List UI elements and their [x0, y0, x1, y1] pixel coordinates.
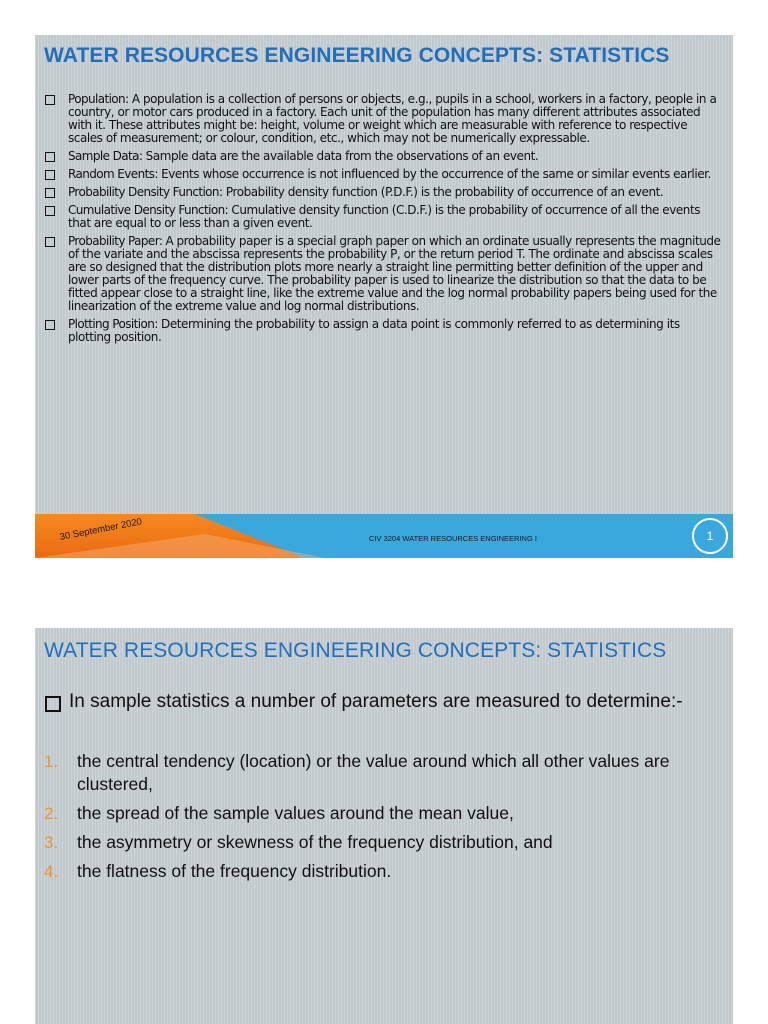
term-label: Plotting Position:	[68, 317, 158, 331]
definition-text: Sample data are the available data from the observations of an event.	[142, 149, 539, 163]
checkbox-bullet-icon	[45, 152, 55, 162]
page-number-badge: 1	[692, 518, 728, 554]
term-label: Probability Density Function	[68, 185, 219, 199]
list-item	[43, 318, 723, 344]
definition-text: A population is a collection of persons or objects, e.g., pupils in a school, workers in a factory, people in a country, or motor cars produced in a factory. Each unit of the population has many different attributes associated with it. These attributes might be: height, volume or weight which are measurable with reference to respective scales of measurement; or colour, condition, etc., which may not be numerically expressable.	[68, 92, 717, 145]
checkbox-bullet-icon	[45, 696, 61, 712]
checkbox-bullet-icon	[45, 170, 55, 180]
footer-date: 30 September 2020	[58, 516, 143, 543]
checkbox-bullet-icon	[45, 206, 55, 216]
list-item	[43, 150, 723, 163]
item-text: the flatness of the frequency distribution.	[77, 861, 392, 881]
list-item	[43, 802, 693, 825]
slide-2	[35, 628, 733, 1024]
list-item	[43, 235, 723, 313]
list-item	[43, 204, 723, 230]
intro-bullet	[43, 690, 703, 714]
term-label: Population:	[68, 92, 129, 106]
checkbox-bullet-icon	[45, 188, 55, 198]
checkbox-bullet-icon	[45, 320, 55, 330]
item-number: 3.	[44, 833, 59, 852]
list-item	[43, 186, 723, 199]
item-number: 4.	[44, 862, 59, 881]
checkbox-bullet-icon	[45, 95, 55, 105]
definition-text: : Probability density function (P.D.F.) is the probability of occurrence of an event.	[218, 185, 664, 199]
item-number: 2.	[44, 804, 59, 823]
slide-1	[35, 35, 733, 558]
definition-text: Determining the probability to assign a data point is commonly referred to as determining its plotting position.	[68, 317, 680, 344]
list-item	[43, 750, 693, 796]
term-label: Cumulative Density Function:	[68, 203, 229, 217]
definition-text: probability paper is a special graph paper on which an ordinate usually represents the magnitude of the variate and the abscissa represents the probability P, or the return period T. The ordinate and abscissa scales are so designed that the distribution plots more nearly a straight line permitting better definition of the upper and lower parts of the frequency curve. The probability paper is used to linearize the distribution so that the data to be fitted appear close to a straight line, like the extreme value and the log normal probability papers being used for the linearization of the extreme value and log normal distributions.	[68, 234, 721, 313]
footer-course-title: CIV 3204 WATER RESOURCES ENGINEERING I	[369, 534, 537, 543]
slide-footer	[35, 514, 733, 558]
intro-text: In sample statistics a number of parameters are measured to determine:-	[69, 691, 683, 712]
item-number: 1.	[44, 752, 59, 771]
item-text: the asymmetry or skewness of the frequency distribution, and	[77, 832, 553, 852]
list-item	[43, 831, 693, 854]
item-text: the central tendency (location) or the value around which all other values are clustered,	[77, 751, 670, 794]
slide-title: WATER RESOURCES ENGINEERING CONCEPTS: STATISTICS	[44, 44, 670, 67]
parameter-list	[43, 750, 693, 889]
list-item	[43, 168, 723, 181]
list-item	[43, 860, 693, 883]
item-text: the spread of the sample values around the mean value,	[77, 803, 514, 823]
definition-text: Events whose occurrence is not influenced by the occurrence of the same or similar events earlier.	[157, 167, 711, 181]
definition-list	[43, 93, 723, 349]
checkbox-bullet-icon	[45, 237, 55, 247]
slide-title: WATER RESOURCES ENGINEERING CONCEPTS: STATISTICS	[44, 639, 667, 662]
term-label: Sample Data:	[68, 149, 143, 163]
term-label: Probability Paper: A	[68, 234, 174, 248]
list-item	[43, 93, 723, 145]
term-label: Random Events:	[68, 167, 158, 181]
definition-text: Cumulative density function (C.D.F.) is the probability of occurrence of all the events that are equal to or less than a given event.	[68, 203, 701, 230]
